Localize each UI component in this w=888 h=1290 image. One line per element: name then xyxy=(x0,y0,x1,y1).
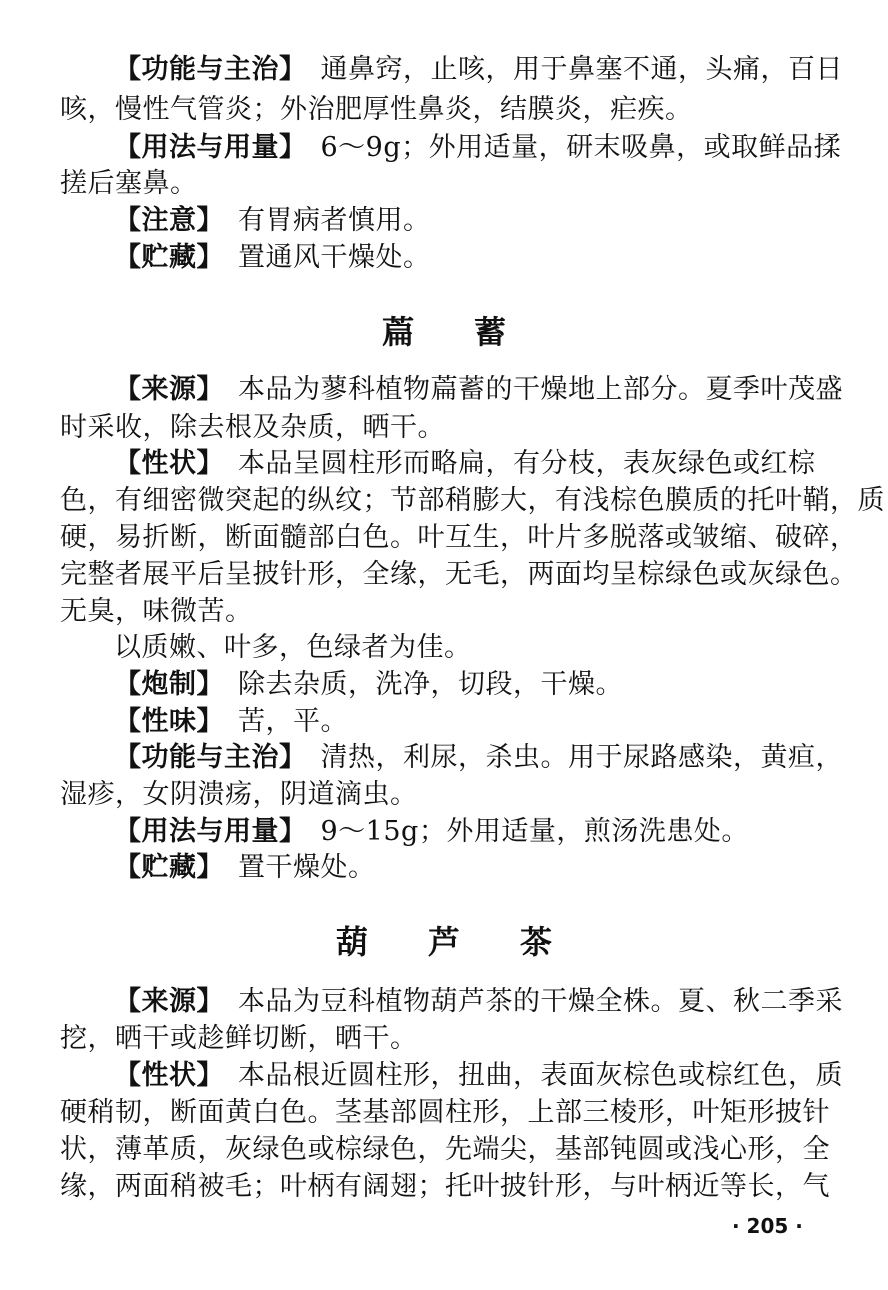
hulucha-traits-line2: 硬稍韧，断面黄白色。茎基部圆柱形，上部三棱形，叶矩形披针 xyxy=(60,1097,830,1128)
top-usage-line2: 搓后塞鼻。 xyxy=(60,168,198,199)
section-title-hulucha: 葫芦茶 xyxy=(335,923,612,961)
bianxu-function-line2: 湿疹，女阴溃疡，阴道滴虫。 xyxy=(60,779,418,810)
bianxu-traits-line2: 色，有细密微突起的纵纹；节部稍膨大，有浅棕色膜质的托叶鞘，质 xyxy=(60,485,885,516)
bianxu-process-line: 【炮制】 除去杂质，洗净，切段，干燥。 xyxy=(114,669,623,700)
top-function-line2: 咳，慢性气管炎；外治肥厚性鼻炎，结膜炎，疟疾。 xyxy=(60,94,693,125)
top-function-line1: 【功能与主治】 通鼻窍，止咳，用于鼻塞不通，头痛，百日 xyxy=(114,54,843,85)
source-label: 【来源】 xyxy=(114,374,224,405)
source-label: 【来源】 xyxy=(114,986,224,1017)
usage-label: 【用法与用量】 xyxy=(114,816,307,847)
storage-label: 【贮藏】 xyxy=(114,852,224,883)
bianxu-traits-line4: 完整者展平后呈披针形，全缘，无毛，两面均呈棕绿色或灰绿色。 xyxy=(60,559,858,590)
page-number: · 205 · xyxy=(732,1214,803,1238)
bianxu-source-line2: 时采收，除去根及杂质，晒干。 xyxy=(60,412,445,443)
hulucha-traits-line1: 【性状】 本品根近圆柱形，扭曲，表面灰棕色或棕红色，质 xyxy=(114,1060,843,1091)
hulucha-traits-line3: 状，薄革质，灰绿色或棕绿色，先端尖，基部钝圆或浅心形，全 xyxy=(60,1134,830,1165)
section-title-bianxu: 萹蓄 xyxy=(381,313,566,351)
top-caution-line: 【注意】 有胃病者慎用。 xyxy=(114,205,431,236)
function-label: 【功能与主治】 xyxy=(114,54,307,85)
caution-label: 【注意】 xyxy=(114,205,224,236)
process-label: 【炮制】 xyxy=(114,669,224,700)
hulucha-traits-line4: 缘，两面稍被毛；叶柄有阔翅；托叶披针形，与叶柄近等长，气 xyxy=(60,1171,830,1202)
top-storage-line: 【贮藏】 置通风干燥处。 xyxy=(114,242,431,273)
traits-label: 【性状】 xyxy=(114,448,224,479)
top-usage-line1: 【用法与用量】 6～9g；外用适量，研末吸鼻，或取鲜品揉 xyxy=(114,132,842,163)
bianxu-function-line1: 【功能与主治】 清热，利尿，杀虫。用于尿路感染，黄疸， xyxy=(114,742,843,773)
usage-label: 【用法与用量】 xyxy=(114,132,307,163)
function-label: 【功能与主治】 xyxy=(114,742,307,773)
storage-label: 【贮藏】 xyxy=(114,242,224,273)
bianxu-usage-line: 【用法与用量】 9～15g；外用适量，煎汤洗患处。 xyxy=(114,816,749,847)
bianxu-traits-line3: 硬，易折断，断面髓部白色。叶互生，叶片多脱落或皱缩、破碎， xyxy=(60,522,858,553)
bianxu-source-line1: 【来源】 本品为蓼科植物萹蓄的干燥地上部分。夏季叶茂盛 xyxy=(114,374,843,405)
bianxu-storage-line: 【贮藏】 置干燥处。 xyxy=(114,852,376,883)
bianxu-traits-line1: 【性状】 本品呈圆柱形而略扁，有分枝，表灰绿色或红棕 xyxy=(114,448,816,479)
bianxu-taste-line: 【性味】 苦，平。 xyxy=(114,706,348,737)
bianxu-traits-line5: 无臭，味微苦。 xyxy=(60,596,253,627)
traits-label: 【性状】 xyxy=(114,1060,224,1091)
taste-label: 【性味】 xyxy=(114,706,224,737)
hulucha-source-line2: 挖，晒干或趁鲜切断，晒干。 xyxy=(60,1023,418,1054)
hulucha-source-line1: 【来源】 本品为豆科植物葫芦茶的干燥全株。夏、秋二季采 xyxy=(114,986,843,1017)
bianxu-quality-line: 以质嫩、叶多，色绿者为佳。 xyxy=(114,632,472,663)
